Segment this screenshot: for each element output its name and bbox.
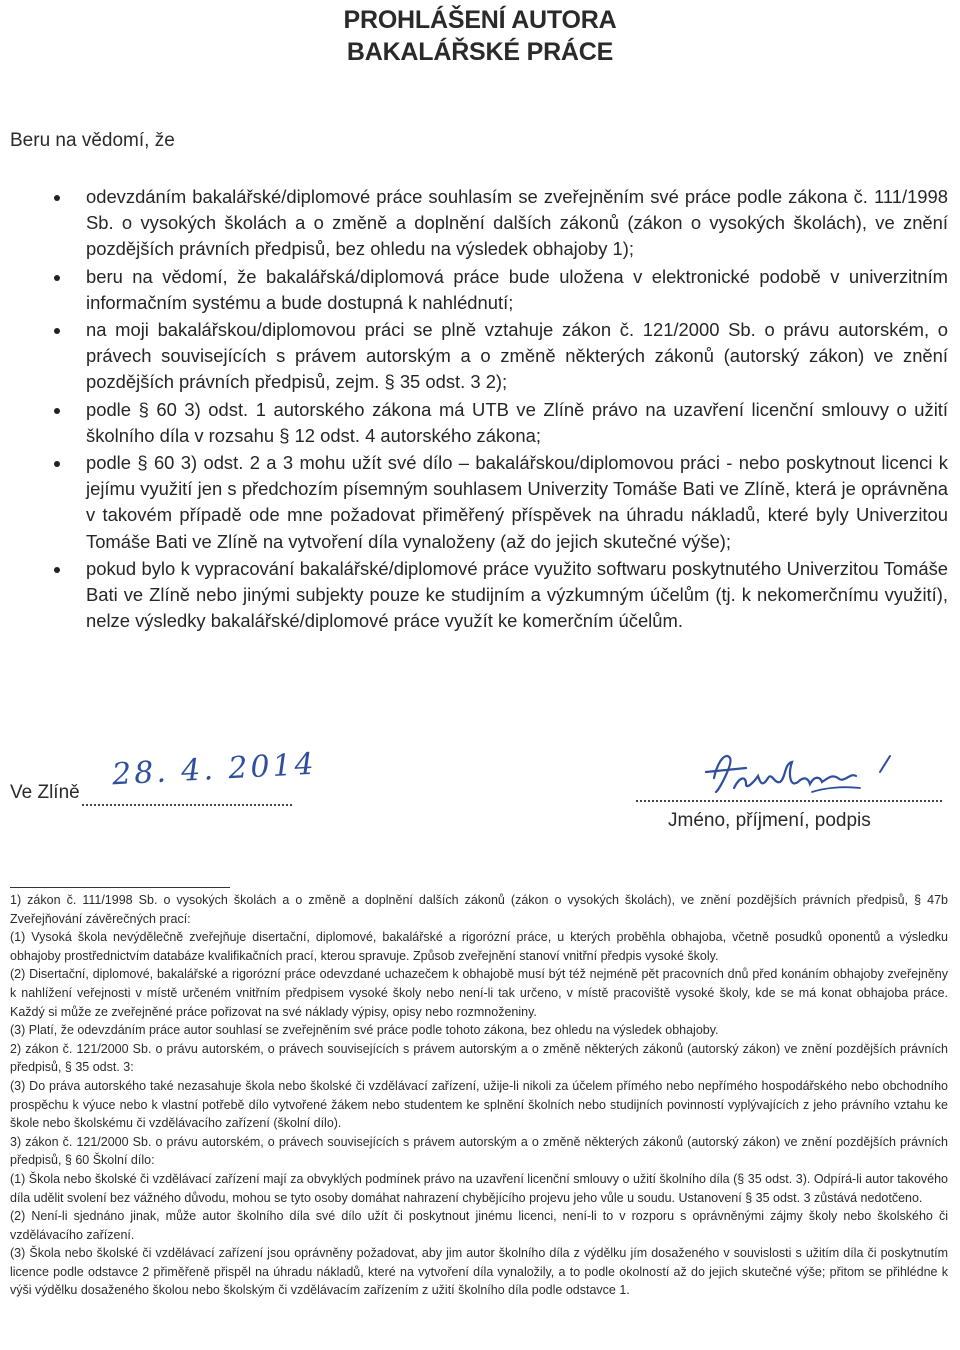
- footnote-1-para-3: (3) Platí, že odevzdáním práce autor souhlasí se zveřejněním své práce podle tohoto zákona, bez ohledu na výsledek obhajoby.: [10, 1023, 719, 1038]
- footnote-1-para-2: (2) Disertační, diplomové, bakalářské a rigorózní práce odevzdané uchazečem k obhajobě musí být též nejméně pět pracovních dnů před konáním obhajoby zveřejněny k nahlížení veřejnosti v místě určeném vnitřním předpisem vysoké školy nebo není-li tak určeno, v místě pracoviště vysoké školy, kde se má konat obhajoba práce. Každý si může ze zveřejněné práce pořizovat na své náklady výpisy, opisy nebo rozmnoženiny.: [10, 967, 948, 1019]
- place-label: Ve Zlíně: [10, 782, 80, 803]
- declaration-item-6: pokud bylo k vypracování bakalářské/diplomové práce využito softwaru poskytnutého Univerzitou Tomáše Bati ve Zlíně nebo jinými subjekty pouze ke studijním a výzkumným účelům (tj. k nekomerčnímu využití), nelze výsledky bakalářské/diplomové práce využít ke komerčním účelům.: [86, 556, 948, 635]
- declaration-list: [86, 184, 948, 635]
- handwritten-date: 28. 4. 2014: [111, 746, 318, 793]
- title-line-1: PROHLÁŠENÍ AUTORA: [343, 6, 617, 34]
- declaration-item-1: odevzdáním bakalářské/diplomové práce souhlasím se zveřejněním své práce podle zákona č. 111/1998 Sb. o vysokých školách a o změně a doplnění dalších zákonů (zákon o vysokých školách), ve znění pozdějších právních předpisů, bez ohledu na výsledek obhajoby 1);: [86, 184, 948, 263]
- footnote-2-para-3: (3) Do práva autorského také nezasahuje škola nebo školské či vzdělávací zařízení, užije-li nikoli za účelem přímého nebo nepřímého hospodářského nebo obchodního prospěchu k výuce nebo k vlastní potřebě dílo vytvořené žákem nebo studentem ke splnění školních nebo studijních povinností vyplývajících z jeho právního vztahu ke škole nebo školskému či vzdělávacího zařízení (školní dílo).: [10, 1078, 948, 1131]
- footnote-2: 2) zákon č. 121/2000 Sb. o právu autorském, o právech souvisejících s právem autorským a o změně některých zákonů (autorský zákon) ve znění pozdějších právních předpisů, § 35 odst. 3:: [10, 1041, 948, 1075]
- footnote-3: 3) zákon č. 121/2000 Sb. o právu autorském, o právech souvisejících s právem autorským a o změně některých zákonů (autorský zákon) ve znění pozdějších právních předpisů, § 60 Školní dílo:: [10, 1134, 948, 1168]
- document-title: [0, 4, 960, 68]
- signature-label: Jméno, příjmení, podpis: [668, 810, 871, 831]
- footnote-3-para-2: (2) Není-li sjednáno jinak, může autor školního díla své dílo užít či poskytnout jinému licenci, není-li to v rozporu s oprávněnými zájmy školy nebo školského či vzdělávacího zařízení.: [10, 1209, 948, 1242]
- declaration-item-2: beru na vědomí, že bakalářská/diplomová práce bude uložena v elektronické podobě v univerzitním informačním systému a bude dostupná k nahlédnutí;: [86, 264, 948, 316]
- footnote-1-para-1: (1) Vysoká škola nevýdělečně zveřejňuje disertační, diplomové, bakalářské a rigorózní práce, u kterých proběhla obhajoba, včetně posudků oponentů a výsledku obhajoby prostřednictvím databáze kvalifikačních prací, kterou spravuje. Způsob zveřejnění stanoví vnitřní předpis vysoké školy.: [10, 930, 948, 963]
- footnote-1: 1) zákon č. 111/1998 Sb. o vysokých školách a o změně a doplnění dalších zákonů (zákon o vysokých školách), ve znění pozdějších právních předpisů, § 47b Zveřejňování závěrečných prací:: [10, 893, 948, 926]
- footnote-separator: [10, 887, 230, 888]
- declaration-item-5: podle § 60 3) odst. 2 a 3 mohu užít své dílo – bakalářskou/diplomovou práci - nebo poskytnout licenci k jejímu využití jen s předchozím písemným souhlasem Univerzity Tomáše Bati ve Zlíně, která je oprávněna v takovém případě ode mne požadovat přiměřený příspěvek na úhradu nákladů, které byly Univerzitou Tomáše Bati ve Zlíně na vytvoření díla vynaloženy (až do jejich skutečné výše);: [86, 450, 948, 555]
- date-dotted-line: [82, 790, 292, 806]
- declaration-item-4: podle § 60 3) odst. 1 autorského zákona má UTB ve Zlíně právo na uzavření licenční smlouvy o užití školního díla v rozsahu § 12 odst. 4 autorského zákona;: [86, 397, 948, 449]
- title-line-2: BAKALÁŘSKÉ PRÁCE: [346, 38, 614, 66]
- intro-text: Beru na vědomí, že: [10, 130, 175, 151]
- footnote-3-para-3: (3) Škola nebo školské či vzdělávací zařízení jsou oprávněny požadovat, aby jim autor školního díla z výdělku jím dosaženého v souvislosti s užitím díla či poskytnutím licence podle odstavce 2 přiměřeně přispěl na úhradu nákladů, které na vytvoření díla vynaložily, a to podle okolností až do jejich skutečné výše; přitom se přihlédne k výši výdělku dosaženého školou nebo školským či vzdělávacím zařízením z užití školního díla podle odstavce 1.: [10, 1246, 948, 1298]
- signature-dotted-line: [636, 786, 942, 802]
- footnote-3-para-1: (1) Škola nebo školské či vzdělávací zařízení mají za obvyklých podmínek právo na uzavření licenční smlouvy o užití školního díla (§ 35 odst. 3). Odpírá-li autor takového díla udělit svolení bez vážného důvodu, mohou se tyto osoby domáhat nahrazení chybějícího projevu jeho vůle u soudu. Ustanovení § 35 odst. 3 zůstává nedotčeno.: [10, 1171, 948, 1205]
- declaration-item-3: na moji bakalářskou/diplomovou práci se plně vztahuje zákon č. 121/2000 Sb. o právu autorském, o právech souvisejících s právem autorským a o změně některých zákonů (autorský zákon) ve znění pozdějších právních předpisů, zejm. § 35 odst. 3 2);: [86, 317, 948, 396]
- footnotes: [10, 891, 948, 1300]
